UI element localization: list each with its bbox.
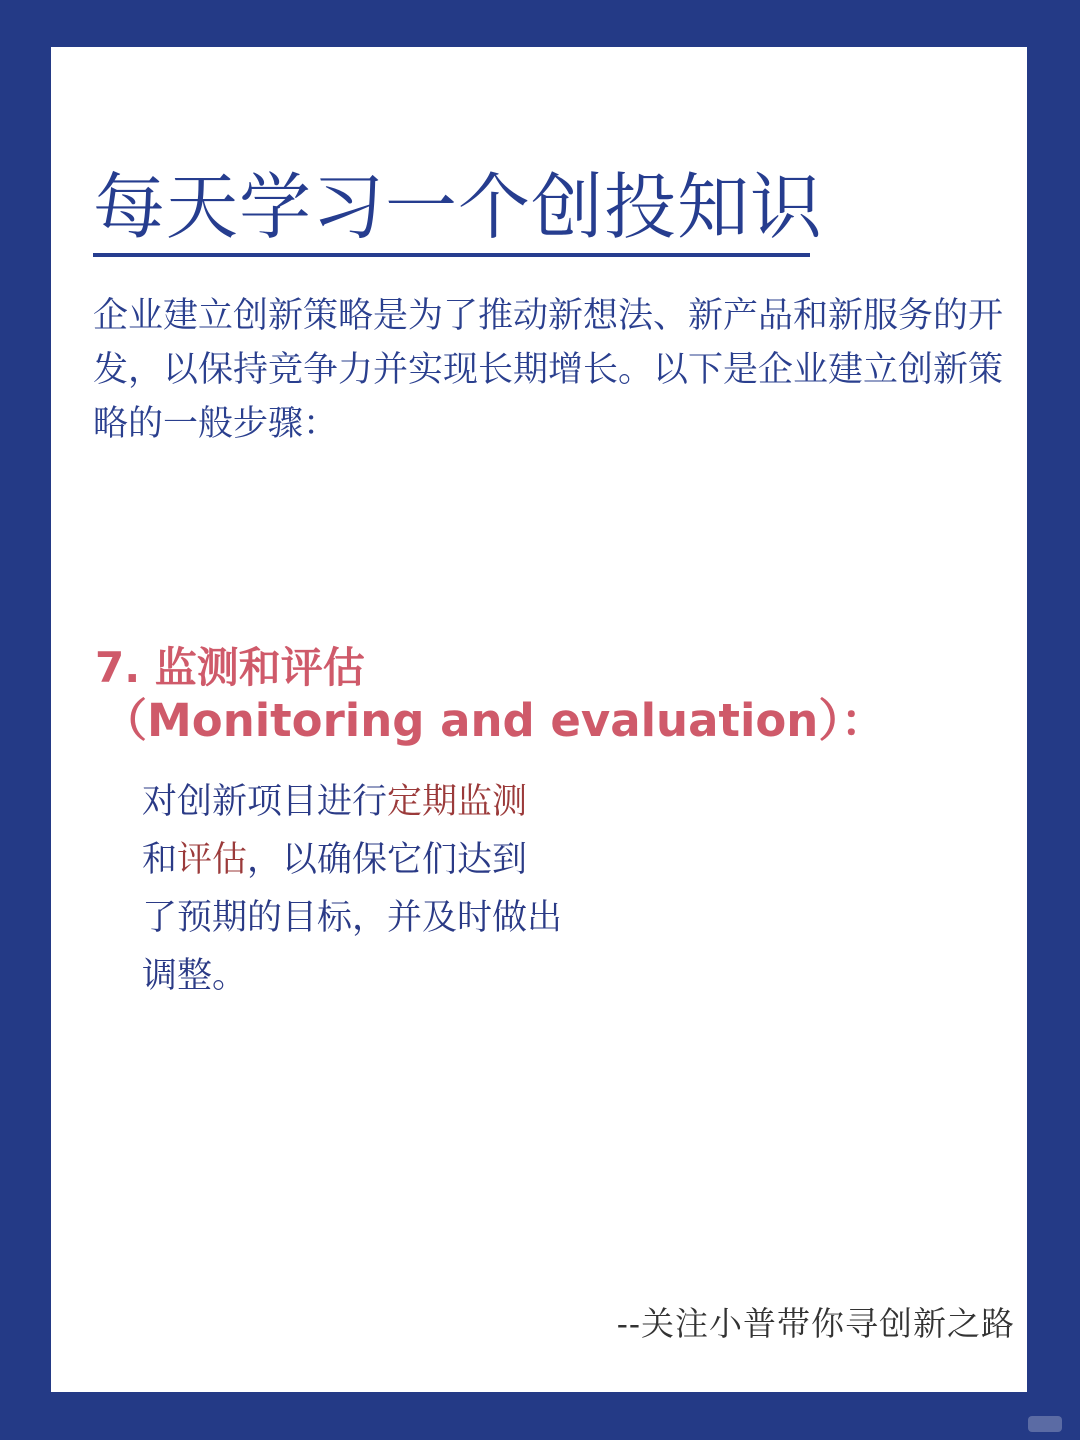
body-highlight: 评估 (177, 840, 248, 880)
footer-signature: --关注小普带你寻创新之路 (616, 1304, 1015, 1343)
section-body (142, 773, 562, 1005)
page-title: 每天学习一个创投知识 (93, 165, 824, 249)
body-text-part: 对创新项目进行 (142, 782, 388, 822)
watermark-logo (1028, 1416, 1062, 1432)
body-highlight: 定期监测 (387, 782, 528, 822)
section-english-title: （Monitoring and evaluation）： (102, 694, 886, 747)
title-underline (93, 253, 810, 257)
intro-paragraph: 企业建立创新策略是为了推动新想法、新产品和新服务的开发，以保持竞争力并实现长期增长。以下是企业建立创新策略的一般步骤： (93, 296, 1004, 444)
body-text-part: ，以确保它们达到了预期的目标，并及时做出调整。 (142, 840, 563, 996)
content-card (51, 47, 1027, 1392)
section-title: 7. 监测和评估 (95, 643, 365, 692)
body-text-part: 和 (142, 840, 178, 880)
